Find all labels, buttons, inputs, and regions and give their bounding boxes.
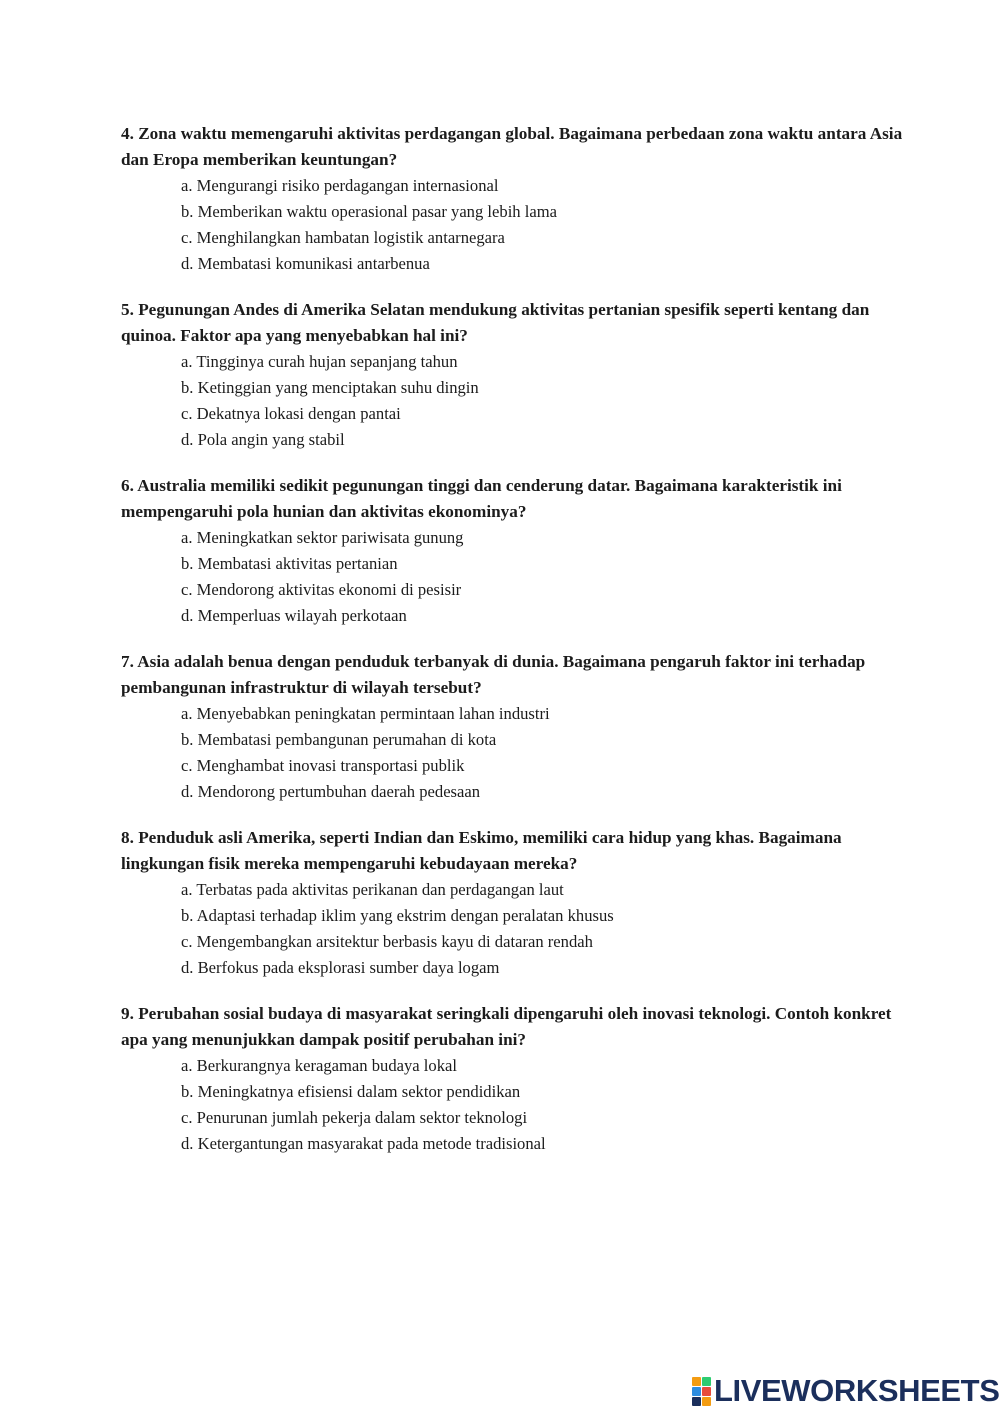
option-list: [121, 1053, 911, 1157]
option-d[interactable]: d. Memperluas wilayah perkotaan: [181, 606, 407, 625]
question-8: [121, 825, 911, 981]
option-d[interactable]: d. Pola angin yang stabil: [181, 430, 345, 449]
option-b[interactable]: b. Ketinggian yang menciptakan suhu dingin: [181, 378, 479, 397]
question-7: [121, 649, 911, 805]
option-d[interactable]: d. Berfokus pada eksplorasi sumber daya logam: [181, 958, 500, 977]
question-text: 6. Australia memiliki sedikit pegunungan tinggi dan cenderung datar. Bagaimana karakteristik ini mempengaruhi pola hunian dan aktivitas ekonominya?: [121, 476, 842, 521]
question-text: 4. Zona waktu memengaruhi aktivitas perdagangan global. Bagaimana perbedaan zona waktu antara Asia dan Eropa memberikan keuntungan?: [121, 124, 903, 169]
option-a[interactable]: a. Tingginya curah hujan sepanjang tahun: [181, 352, 458, 371]
liveworksheets-logo-icon: [692, 1377, 711, 1406]
option-b[interactable]: b. Membatasi aktivitas pertanian: [181, 554, 398, 573]
option-d[interactable]: d. Mendorong pertumbuhan daerah pedesaan: [181, 782, 481, 801]
option-a[interactable]: a. Berkurangnya keragaman budaya lokal: [181, 1056, 457, 1075]
logo-square-orange: [692, 1377, 701, 1386]
logo-square-navy: [692, 1397, 701, 1406]
option-b[interactable]: b. Adaptasi terhadap iklim yang ekstrim dengan peralatan khusus: [181, 906, 614, 925]
option-c[interactable]: c. Menghambat inovasi transportasi publik: [181, 756, 465, 775]
question-5: [121, 297, 911, 453]
option-c[interactable]: c. Mendorong aktivitas ekonomi di pesisir: [181, 580, 462, 599]
option-list: [121, 877, 911, 981]
option-a[interactable]: a. Meningkatkan sektor pariwisata gunung: [181, 528, 464, 547]
option-list: [121, 349, 911, 453]
option-list: [121, 173, 911, 277]
option-d[interactable]: d. Membatasi komunikasi antarbenua: [181, 254, 430, 273]
option-a[interactable]: a. Mengurangi risiko perdagangan internasional: [181, 176, 499, 195]
option-c[interactable]: c. Mengembangkan arsitektur berbasis kayu di dataran rendah: [181, 932, 593, 951]
option-c[interactable]: c. Penurunan jumlah pekerja dalam sektor teknologi: [181, 1108, 528, 1127]
question-text: 5. Pegunungan Andes di Amerika Selatan mendukung aktivitas pertanian spesifik seperti kentang dan quinoa. Faktor apa yang menyebabkan hal ini?: [121, 300, 870, 345]
option-b[interactable]: b. Meningkatnya efisiensi dalam sektor pendidikan: [181, 1082, 521, 1101]
option-b[interactable]: b. Memberikan waktu operasional pasar yang lebih lama: [181, 202, 558, 221]
logo-square-blue: [692, 1387, 701, 1396]
logo-square-orange-2: [702, 1397, 711, 1406]
option-c[interactable]: c. Dekatnya lokasi dengan pantai: [181, 404, 401, 423]
question-text: 9. Perubahan sosial budaya di masyarakat seringkali dipengaruhi oleh inovasi teknologi. Contoh konkret apa yang menunjukkan dampak positif perubahan ini?: [121, 1004, 892, 1049]
option-b[interactable]: b. Membatasi pembangunan perumahan di kota: [181, 730, 497, 749]
option-a[interactable]: a. Menyebabkan peningkatan permintaan lahan industri: [181, 704, 550, 723]
liveworksheets-logo[interactable]: [692, 1374, 999, 1408]
logo-square-red: [702, 1387, 711, 1396]
option-c[interactable]: c. Menghilangkan hambatan logistik antarnegara: [181, 228, 505, 247]
logo-text: LIVEWORKSHEETS: [714, 1373, 1000, 1408]
option-list: [121, 525, 911, 629]
question-text: 7. Asia adalah benua dengan penduduk terbanyak di dunia. Bagaimana pengaruh faktor ini terhadap pembangunan infrastruktur di wilayah tersebut?: [121, 652, 866, 697]
option-a[interactable]: a. Terbatas pada aktivitas perikanan dan perdagangan laut: [181, 880, 564, 899]
question-9: [121, 1001, 911, 1157]
question-text: 8. Penduduk asli Amerika, seperti Indian dan Eskimo, memiliki cara hidup yang khas. Bagaimana lingkungan fisik mereka mempengaruhi kebudayaan mereka?: [121, 828, 842, 873]
question-4: [121, 121, 911, 277]
question-6: [121, 473, 911, 629]
option-d[interactable]: d. Ketergantungan masyarakat pada metode tradisional: [181, 1134, 546, 1153]
option-list: [121, 701, 911, 805]
logo-square-green: [702, 1377, 711, 1386]
